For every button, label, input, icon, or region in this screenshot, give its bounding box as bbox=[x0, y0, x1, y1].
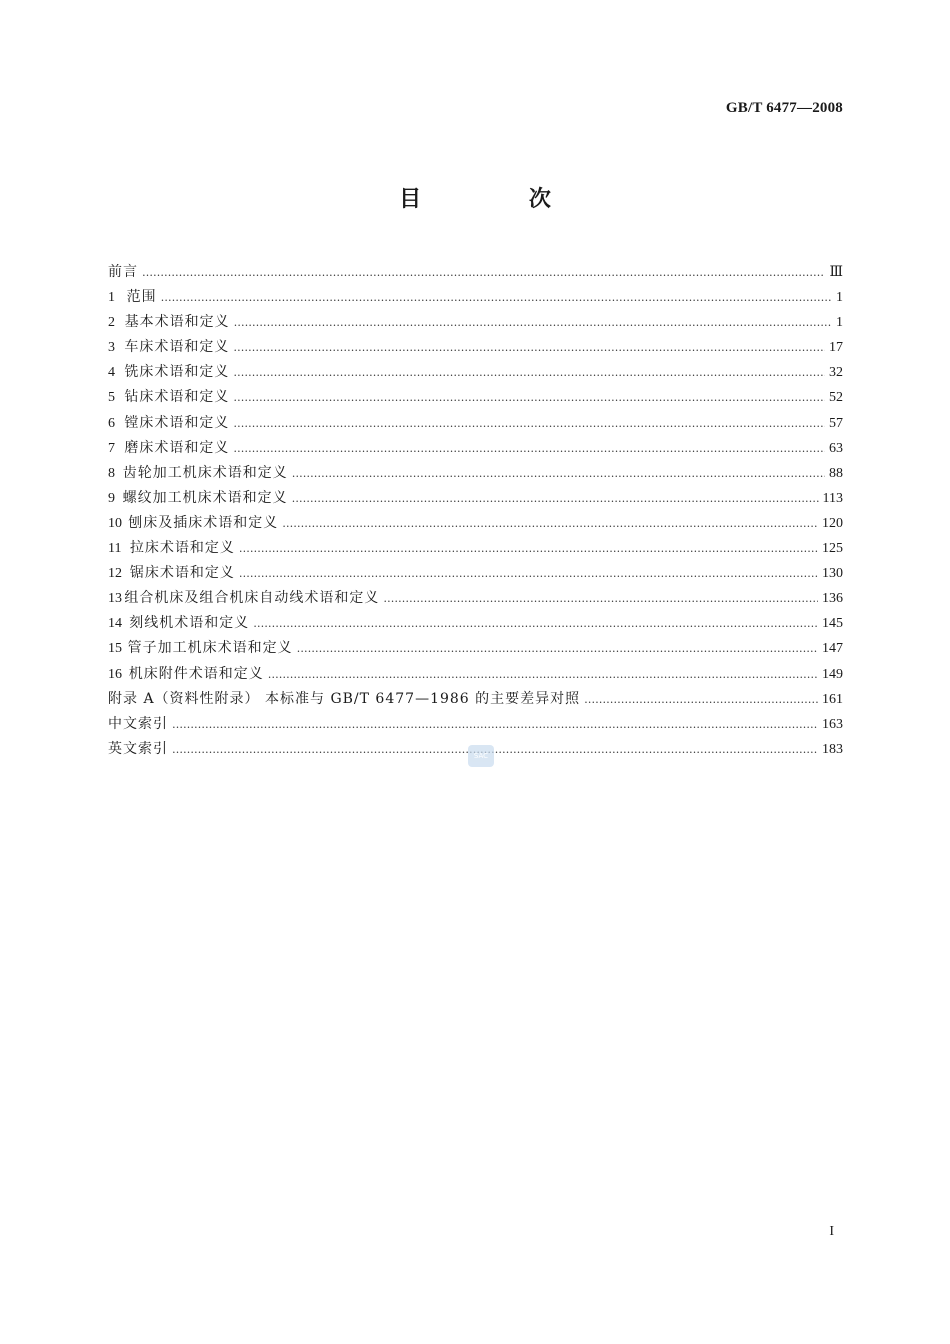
toc-entry[interactable] bbox=[108, 712, 843, 737]
toc-entry-page: 17 bbox=[829, 340, 843, 356]
toc-entry-number: 4 bbox=[108, 365, 115, 381]
toc-entry-label: 前言 bbox=[108, 264, 138, 280]
toc-dot-leader bbox=[282, 511, 818, 536]
toc-entry-label: 磨床术语和定义 bbox=[124, 439, 230, 456]
toc-entry-label: 镗床术语和定义 bbox=[124, 414, 230, 431]
watermark-logo: SAC bbox=[468, 745, 494, 767]
toc-entry-label: 中文索引 bbox=[108, 715, 168, 732]
toc-entry-number: 9 bbox=[108, 490, 115, 506]
toc-entry[interactable] bbox=[108, 611, 843, 636]
toc-dot-leader bbox=[142, 260, 825, 285]
toc-entry-page: 145 bbox=[822, 616, 843, 632]
toc-entry-label: 管子加工机床术语和定义 bbox=[127, 640, 293, 657]
toc-entry-number: 16 bbox=[108, 666, 122, 682]
toc-entry[interactable] bbox=[108, 561, 843, 586]
toc-entry[interactable] bbox=[108, 662, 843, 687]
toc-entry-label: 铣床术语和定义 bbox=[124, 364, 230, 381]
toc-dot-leader bbox=[172, 737, 818, 762]
toc-entry-number: 6 bbox=[108, 415, 115, 431]
toc-dot-leader bbox=[297, 636, 818, 661]
toc-entry-page: 120 bbox=[822, 515, 843, 531]
toc-dot-leader bbox=[233, 436, 825, 461]
toc-entry-label: 组合机床及组合机床自动线术语和定义 bbox=[124, 590, 380, 607]
toc-dot-leader bbox=[268, 662, 818, 687]
toc-entry-label: 范围 bbox=[126, 289, 157, 306]
toc-entry-page: 149 bbox=[822, 666, 843, 682]
toc-entry-number: 5 bbox=[108, 390, 115, 406]
toc-entry-number: 11 bbox=[108, 541, 122, 557]
toc-entry-page: 147 bbox=[822, 641, 843, 657]
toc-entry-number: 3 bbox=[108, 340, 115, 356]
toc-dot-leader bbox=[233, 385, 825, 410]
toc-entry-label: 锯床术语和定义 bbox=[129, 565, 235, 582]
toc-entry-page: 88 bbox=[829, 465, 843, 481]
toc-entry[interactable] bbox=[108, 536, 843, 561]
toc-entry-page: 1 bbox=[836, 315, 843, 331]
toc-dot-leader bbox=[383, 586, 818, 611]
toc-entry-label: 刨床及插床术语和定义 bbox=[128, 514, 279, 531]
toc-entry-page: 125 bbox=[822, 541, 843, 557]
toc-dot-leader bbox=[172, 712, 818, 737]
toc-dot-leader bbox=[233, 335, 825, 360]
toc-entry[interactable] bbox=[108, 636, 843, 661]
toc-entry[interactable] bbox=[108, 436, 843, 461]
toc-entry[interactable] bbox=[108, 511, 843, 536]
toc-entry-label: 基本术语和定义 bbox=[124, 314, 230, 331]
toc-entry-page: 32 bbox=[829, 365, 843, 381]
toc-entry[interactable] bbox=[108, 687, 843, 712]
toc-dot-leader bbox=[239, 561, 818, 586]
toc-entry-page: 1 bbox=[836, 290, 843, 306]
toc-entry[interactable] bbox=[108, 586, 843, 611]
toc-entry-page: 130 bbox=[822, 566, 843, 582]
toc-entry[interactable] bbox=[108, 260, 843, 285]
toc-dot-leader bbox=[584, 687, 818, 712]
toc-entry-label: 钻床术语和定义 bbox=[124, 389, 230, 406]
toc-entry[interactable] bbox=[108, 360, 843, 385]
toc-entry-label: 螺纹加工机床术语和定义 bbox=[122, 489, 288, 506]
standard-code: GB/T 6477—2008 bbox=[725, 100, 843, 116]
toc-entry-page: 163 bbox=[822, 716, 843, 732]
toc-entry-page: 161 bbox=[822, 691, 843, 707]
toc-entry[interactable] bbox=[108, 310, 843, 335]
page-number: I bbox=[829, 1224, 834, 1239]
toc-entry-page: 63 bbox=[829, 440, 843, 456]
toc-entry-number: 1 bbox=[108, 290, 115, 306]
toc-entry[interactable] bbox=[108, 486, 843, 511]
toc-entry-label: 机床附件术语和定义 bbox=[128, 665, 264, 682]
toc-entry[interactable] bbox=[108, 285, 843, 310]
toc-entry-label: 拉床术语和定义 bbox=[129, 540, 235, 557]
toc-entry-label: 车床术语和定义 bbox=[124, 339, 230, 356]
toc-entry[interactable] bbox=[108, 385, 843, 410]
toc-dot-leader bbox=[253, 611, 818, 636]
toc-dot-leader bbox=[233, 411, 825, 436]
toc-entry[interactable] bbox=[108, 335, 843, 360]
toc-dot-leader bbox=[239, 536, 818, 561]
toc-entry-page: 113 bbox=[822, 490, 843, 506]
toc-entry-label: 附录 A（资料性附录） 本标准与 GB/T 6477—1986 的主要差异对照 bbox=[108, 690, 581, 707]
toc-entry-label: 英文索引 bbox=[108, 740, 168, 757]
toc-entry[interactable] bbox=[108, 411, 843, 436]
toc-entry-label: 齿轮加工机床术语和定义 bbox=[122, 464, 288, 481]
toc-entry-page: 52 bbox=[829, 390, 843, 406]
page-title: 目 次 bbox=[399, 187, 601, 212]
toc-dot-leader bbox=[234, 310, 832, 335]
toc-entry-label: 刻线机术语和定义 bbox=[129, 615, 250, 632]
toc-entry-number: 14 bbox=[108, 616, 122, 632]
toc-dot-leader bbox=[292, 461, 825, 486]
toc-entry-page: Ⅲ bbox=[829, 265, 843, 280]
toc-entry-number: 10 bbox=[108, 515, 122, 531]
toc-entry-number: 12 bbox=[108, 566, 122, 582]
toc-dot-leader bbox=[161, 285, 832, 310]
toc-entry-number: 13 bbox=[108, 591, 122, 607]
toc-dot-leader bbox=[233, 360, 825, 385]
toc-entry-page: 57 bbox=[829, 415, 843, 431]
toc-entry-number: 7 bbox=[108, 440, 115, 456]
toc-entry-number: 8 bbox=[108, 465, 115, 481]
toc-entry-number: 2 bbox=[108, 315, 115, 331]
table-of-contents bbox=[108, 260, 843, 762]
toc-entry-page: 183 bbox=[822, 741, 843, 757]
toc-entry-page: 136 bbox=[822, 591, 843, 607]
toc-entry-number: 15 bbox=[108, 641, 122, 657]
toc-dot-leader bbox=[292, 486, 819, 511]
toc-entry[interactable] bbox=[108, 461, 843, 486]
